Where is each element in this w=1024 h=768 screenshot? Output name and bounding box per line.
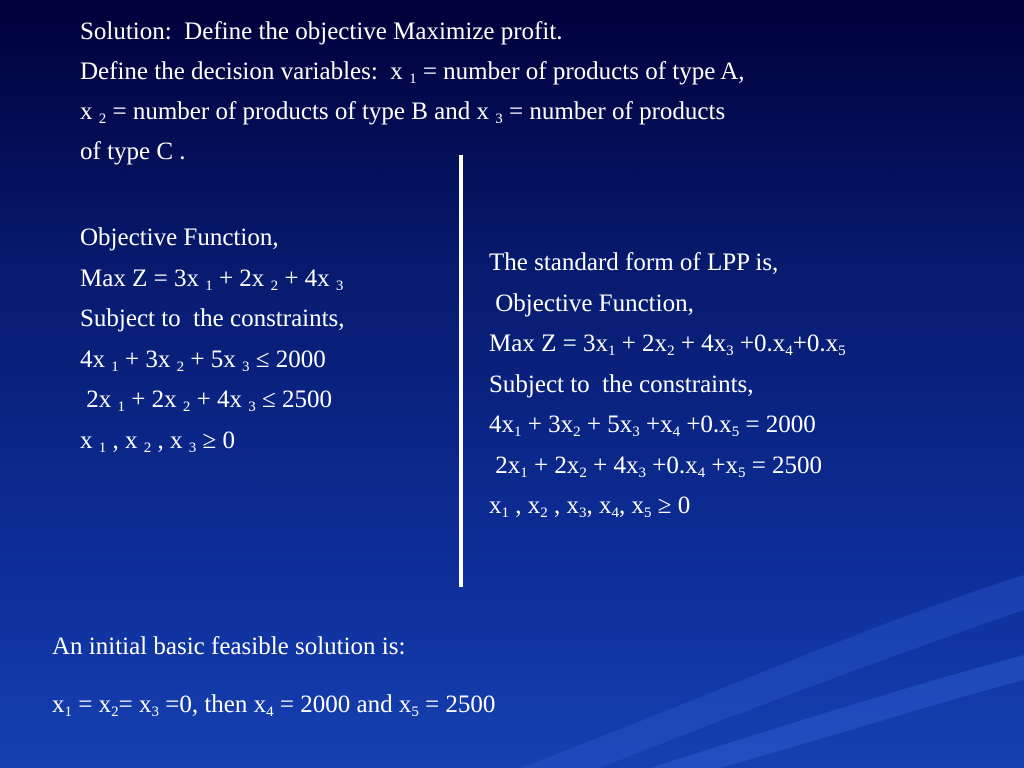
- original-model: [80, 218, 345, 461]
- vertical-divider: [459, 155, 463, 587]
- standard-form-line: The standard form of LPP is,: [489, 249, 779, 276]
- solution-line: $x_1 = x_2= x_3 =0$, then $x_4 = 2000$ and $x_5 = 2500$: [52, 691, 496, 720]
- standard-form-line: $x_1$ , $x_2$ , $x_3$, $x_4$, $x_5 \ge 0$: [489, 492, 691, 521]
- model-line: 4x $_1$ + 3x $_2$ + 5x $_3$ ≤ 2000: [80, 345, 326, 375]
- standard-form-line: $4x_1 + 3x_2 + 5x_3 +x_4 +0.x_5 = 2000$: [489, 411, 816, 440]
- intro-line: Define the decision variables: x $_1$ = number of products of type A,: [80, 58, 745, 87]
- model-line: x $_1$ , x $_2$ , x $_3$ ≥ 0: [80, 426, 235, 456]
- standard-form-line: Subject to the constraints,: [489, 370, 754, 398]
- model-line: Objective Function,: [80, 224, 279, 251]
- standard-form-line: Max $Z = 3x_1 + 2x_2 + 4x_3 +0.x_4+0.x_5$: [489, 330, 846, 359]
- standard-form-line: $2x_1 + 2x_2 + 4x_3 +0.x_4 +x_5 = 2500$: [489, 451, 823, 481]
- solution-line: An initial basic feasible solution is:: [52, 633, 406, 660]
- intro-line: of type C .: [80, 138, 186, 165]
- standard-form-model: [489, 243, 846, 527]
- model-line: Subject to the constraints,: [80, 305, 345, 332]
- intro-text: [80, 12, 745, 172]
- model-line: Max Z = 3x $_1$ + 2x $_2$ + 4x $_3$: [80, 264, 344, 294]
- model-line: 2x $_1$ + 2x $_2$ + 4x $_3$ ≤ 2500: [80, 386, 332, 415]
- intro-line: x $_2$ = number of products of type B and x $_3$ = number of products: [80, 98, 726, 127]
- intro-line: Solution: Define the objective Maximize profit.: [80, 18, 563, 45]
- initial-solution: [52, 618, 495, 734]
- standard-form-line: Objective Function,: [489, 289, 694, 317]
